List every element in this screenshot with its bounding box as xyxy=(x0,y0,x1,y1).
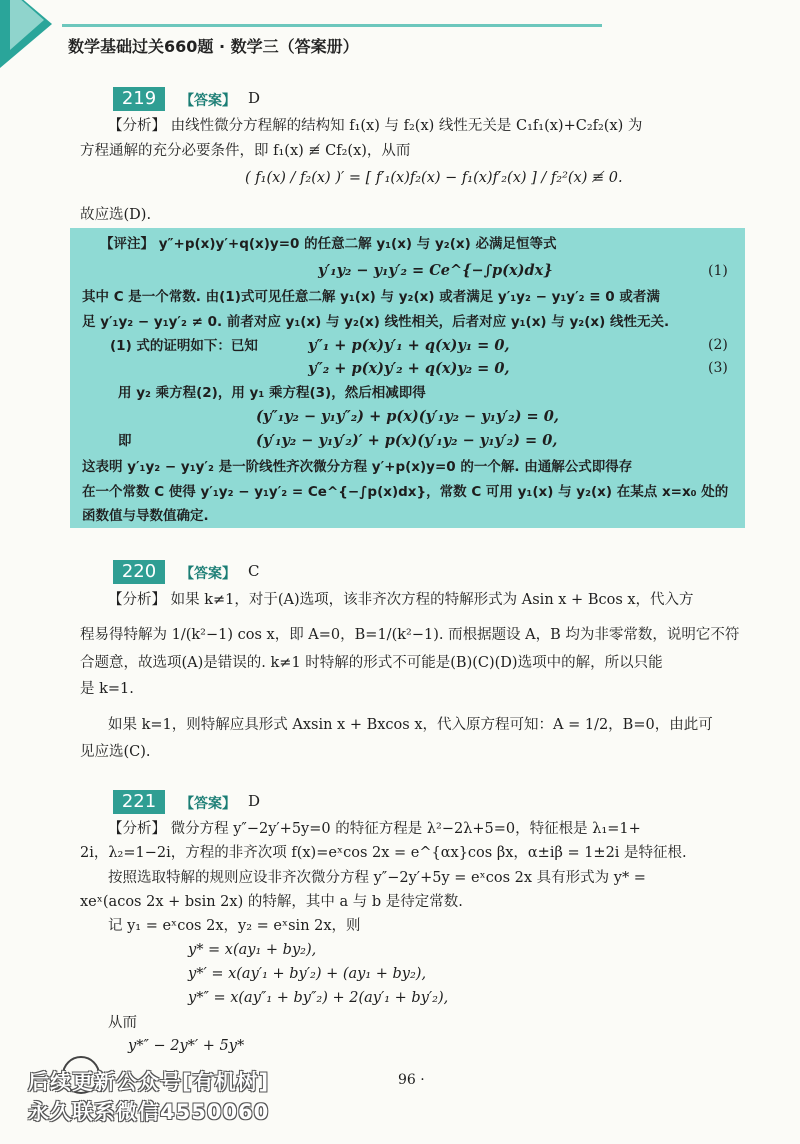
answer-label: 【答案】 xyxy=(180,566,236,582)
question-number-221: 221 xyxy=(113,790,165,814)
question-number-219: 219 xyxy=(113,87,165,111)
analysis-line: 见应选(C). xyxy=(80,744,151,760)
analysis-line: 是 k=1. xyxy=(80,681,134,697)
remark-line: 在一个常数 C 使得 y′₁y₂ − y₁y′₂ = Ce^{−∫p(x)dx}，常数 C 可用 y₁(x) 与 y₂(x) 在某点 x=x₀ 处的 xyxy=(82,484,729,500)
analysis-line: 【分析】 微分方程 y″−2y′+5y=0 的特征方程是 λ²−2λ+5=0，特征根是 λ₁=1+ xyxy=(108,821,641,837)
equation-number: (1) xyxy=(708,263,728,279)
answer-label: 【答案】 xyxy=(180,93,236,109)
remark-line: 这表明 y′₁y₂ − y₁y′₂ 是一阶线性齐次微分方程 y′+p(x)y=0 的一个解. 由通解公式即得存 xyxy=(82,459,633,475)
remark-equation: y″₁ + p(x)y′₁ + q(x)y₁ = 0, xyxy=(308,337,510,354)
question-number-220: 220 xyxy=(113,560,165,584)
analysis-line: 【分析】 由线性微分方程解的结构知 f₁(x) 与 f₂(x) 线性无关是 C₁f₁(x)+C₂f₂(x) 为 xyxy=(108,118,643,134)
equation: y*′ = x(ay′₁ + by′₂) + (ay₁ + by₂), xyxy=(188,966,427,982)
answer-label: 【答案】 xyxy=(180,796,236,812)
page-header xyxy=(0,0,800,64)
page-number: 96 · xyxy=(398,1072,425,1088)
analysis-line: 方程通解的充分必要条件，即 f₁(x) ≢ Cf₂(x)，从而 xyxy=(80,143,411,159)
remark-line: 用 y₂ 乘方程(2)，用 y₁ 乘方程(3)，然后相减即得 xyxy=(118,385,426,401)
watermark-line: 永久联系微信4550060 xyxy=(28,1100,270,1124)
equation-number: (2) xyxy=(708,337,728,353)
analysis-line: 【分析】 如果 k≠1，对于(A)选项，该非齐次方程的特解形式为 Asin x + Bcos x，代入方 xyxy=(108,592,694,608)
remark-equation: y″₂ + p(x)y′₂ + q(x)y₂ = 0, xyxy=(308,360,510,377)
remark-equation: (y′₁y₂ − y₁y′₂)′ + p(x)(y′₁y₂ − y₁y′₂) = 0, xyxy=(256,432,558,449)
analysis-line: xeˣ(acos 2x + bsin 2x) 的特解，其中 a 与 b 是待定常数. xyxy=(80,894,463,910)
header-rule xyxy=(62,24,602,27)
remark-equation: y′₁y₂ − y₁y′₂ = Ce^{−∫p(x)dx} xyxy=(318,262,553,279)
equation: ( f₁(x) / f₂(x) )′ = [ f′₁(x)f₂(x) − f₁(x)f′₂(x) ] / f₂²(x) ≢ 0. xyxy=(245,170,623,186)
remark-line: 足 y′₁y₂ − y₁y′₂ ≠ 0. 前者对应 y₁(x) 与 y₂(x) 线性相关，后者对应 y₁(x) 与 y₂(x) 线性无关. xyxy=(82,314,670,330)
header-title: 数学基础过关660题 · 数学三（答案册） xyxy=(68,37,359,56)
equation: y*″ − 2y*′ + 5y* xyxy=(128,1038,245,1054)
remark-line: 【评注】 y″+p(x)y′+q(x)y=0 的任意二解 y₁(x) 与 y₂(x) 必满足恒等式 xyxy=(100,236,557,252)
conclusion-line: 故应选(D). xyxy=(80,207,152,223)
equation-number: (3) xyxy=(708,360,728,376)
analysis-line: 程易得特解为 1/(k²−1) cos x，即 A=0，B=1/(k²−1). 而根据题设 A，B 均为非零常数，说明它不符 xyxy=(80,627,740,643)
remark-line: 即 xyxy=(118,433,132,449)
analysis-line: 从而 xyxy=(108,1015,137,1031)
analysis-line: 合题意，故选项(A)是错误的. k≠1 时特解的形式不可能是(B)(C)(D)选项中的解，所以只能 xyxy=(80,655,663,671)
analysis-line: 2i，λ₂=1−2i，方程的非齐次项 f(x)=eˣcos 2x = e^{αx}cos βx，α±iβ = 1±2i 是特征根. xyxy=(80,845,687,861)
answer-value: D xyxy=(248,89,261,107)
watermark-line: 后续更新公众号[有机树] xyxy=(28,1070,270,1094)
remark-line: 其中 C 是一个常数. 由(1)式可见任意二解 y₁(x) 与 y₂(x) 或者满足 y′₁y₂ − y₁y′₂ ≡ 0 或者满 xyxy=(82,289,660,305)
analysis-line: 按照选取特解的规则应设非齐次微分方程 y″−2y′+5y = eˣcos 2x 具有形式为 y* = xyxy=(108,870,646,886)
analysis-line: 记 y₁ = eˣcos 2x，y₂ = eˣsin 2x，则 xyxy=(108,918,361,934)
remark-line: (1) 式的证明如下：已知 xyxy=(110,338,258,354)
equation: y*″ = x(ay″₁ + by″₂) + 2(ay′₁ + by′₂), xyxy=(188,990,449,1006)
answer-value: C xyxy=(248,562,260,580)
equation: y* = x(ay₁ + by₂), xyxy=(188,942,317,958)
answer-value: D xyxy=(248,792,261,810)
remark-line: 函数值与导数值确定. xyxy=(82,508,209,524)
header-decoration-inner xyxy=(10,0,44,50)
remark-equation: (y″₁y₂ − y₁y″₂) + p(x)(y′₁y₂ − y₁y′₂) = 0, xyxy=(256,408,559,425)
analysis-line: 如果 k=1，则特解应具形式 Axsin x + Bxcos x，代入原方程可知：A = 1/2，B=0，由此可 xyxy=(108,717,713,733)
